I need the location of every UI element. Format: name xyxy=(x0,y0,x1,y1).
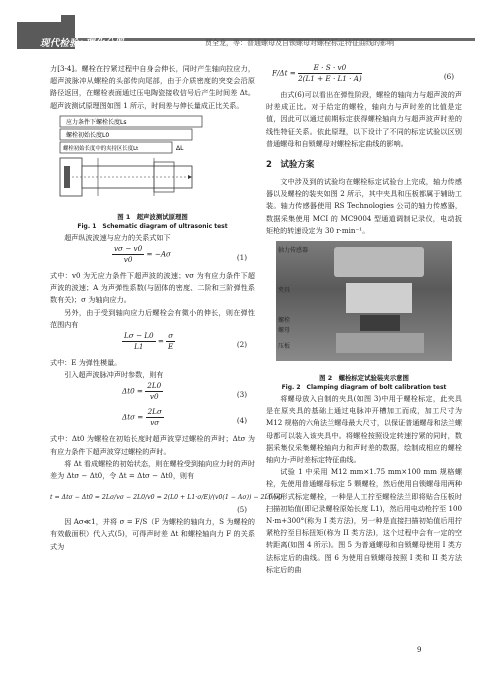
label-bolt: 螺栓 xyxy=(278,317,291,325)
paragraph: 式中：E 为弹性模量。 xyxy=(50,358,122,368)
ultrasonic-diagram xyxy=(58,114,248,210)
paragraph: 引入超声波脉冲声时参数，则有 xyxy=(64,370,164,380)
right-column xyxy=(266,63,462,576)
equation-4: Δtσ = $\frac{2L\sigma}{v\sigma}$ (4) xyxy=(122,407,247,428)
equation-6: F/Δt = $\frac{E \cdot S \cdot v0}{2(L1 + E \cdot L1 \cdot A)}$ (6) xyxy=(272,63,454,83)
label-force-sensor: 轴力传感器 xyxy=(278,247,309,255)
figure-2-caption-en: Fig. 2 Clamping diagram of bolt calibration test xyxy=(281,384,447,392)
stressed-length-label: 应力条件下螺栓长度Ls xyxy=(66,118,127,126)
paragraph: 将螺母放入自制的夹具(如图 3)中用于螺栓标定，此夹具是在原夹具的基础上通过电脉冲开槽加工而成，加工尺寸为 M12 规格的六角法兰螺母最大尺寸，以保证普通螺母和法兰螺母都可以装入该夹具中。将螺栓按照设定转速拧紧的同时，数据采集仪采集螺栓轴向力和声时差的数据，绘制成相应的螺栓轴向力-声时差标定特征曲线。 xyxy=(266,394,462,465)
figure-1 xyxy=(50,112,255,212)
paragraph: 式中：Δt0 为螺栓在初始长度时超声波穿过螺栓的声时；Δtσ 为有应力条件下超声波穿过螺栓的声时。 xyxy=(50,434,255,456)
paragraph: 超声纵波波速与应力的关系式如下 xyxy=(64,232,171,242)
label-pressure-plate: 压板 xyxy=(278,343,291,351)
label-fixture: 夹具 xyxy=(278,287,291,295)
equation-5: t = Δtσ − Δt0 = 2Lσ/vσ − 2L0/v0 = 2(L0 + L1·σ/E)/(v0(1 − Aσ)) − 2L0/v0 (5) xyxy=(50,494,283,515)
delta-l-label: ΔL xyxy=(176,144,184,152)
left-column xyxy=(50,63,283,553)
paragraph: 另外，由于受到轴向应力后螺栓会有微小的伸长，则在弹性范围内有 xyxy=(50,307,255,329)
figure-2-caption: 图 2 螺栓标定试验装夹示意图 xyxy=(319,374,409,383)
paragraph: 将 Δt 看成螺栓的初始状态，则在螺栓受到轴向应力时的声时差为 Δtσ − Δt0，令 Δt = Δtσ − Δt0，则有 xyxy=(50,458,255,481)
initial-length-label: 螺栓初始长度L0 xyxy=(66,131,110,139)
running-title: 贾全龙，等：普通螺母及自锁螺母对螺栓标定特征曲线的影响 xyxy=(205,39,394,47)
equation-3: Δt0 = $\frac{2L0}{v0}$ (3) xyxy=(122,381,247,402)
clamp-length-label: 螺栓初始长度中的夹持区长度Lt xyxy=(63,145,139,152)
page-header xyxy=(0,0,480,58)
label-nut: 螺母 xyxy=(278,327,291,335)
page-number: 9 xyxy=(417,646,422,654)
clamping-photo xyxy=(276,241,452,361)
paragraph: 文中涉及到的试验均在螺栓标定试验台上完成，轴力传感器以及螺栓的装夹如图 2 所示，其中夹具和压板都属于辅助工装。轴力传感器使用 RS Technologies 公司的轴力传感器，数据采集使用 MCI 的 MC9004 型通道调制记录仪，电动扳矩枪的转速设定为 30 r·min⁻¹。 xyxy=(266,177,462,235)
figure-1-caption-en: Fig. 1 Schematic diagram of ultrasonic test xyxy=(77,222,228,230)
paragraph: 试验 1 中采用 M12 mm×1.75 mm×100 mm 规格螺栓，先使用普通螺母标定 5 颗螺栓，然后使用自锁螺母用两种不同形式标定螺栓，一种是人工拧至螺栓法兰即将贴合压板时扫描初始值(即记录螺栓原始长度 L1)，然后用电动枪拧至 100 N·m+300°(称为 I 类方法)，另一种是直接扫描初始值后用拧紧枪拧至目标扭矩(称为 II 类方法)，这个过程中会有一定的空转距离(如图 4 所示)。图 5 为普通螺母和自锁螺母使用 I 类方法标定后的曲线。图 6 为使用自锁螺母按照 I 类和 II 类方法标定后的曲 xyxy=(266,467,462,574)
paragraph: 式中：v0 为无应力条件下超声波的波速；vσ 为有应力条件下超声波的波速；A 为声弹性系数(与固体的密度、二阶和三阶弹性系数有关)；σ 为轴向应力。 xyxy=(50,271,255,305)
section-heading: 2 试验方案 xyxy=(266,160,315,171)
journal-name: 现代检验•理化分册 xyxy=(40,38,124,49)
figure-1-caption: 图 1 超声波测试原理图 xyxy=(117,212,188,221)
equation-2: $\frac{L\sigma - L0}{L1}$ = $\frac{\sigma}{E}$ (2) xyxy=(124,331,247,352)
paragraph: 由式(6)可以看出在弹性阶段，螺栓的轴向力与超声波的声时差成正比。对于给定的螺栓，轴向力与声时差的比值是定值，因此可以通过前期标定获得螺栓轴向力与超声波声时差的线性特征关系。依此原理，以下设计了不同的标定试验以区别普通螺母和自锁螺母对螺栓标定曲线的影响。 xyxy=(266,90,462,148)
equation-1: $\frac{v\sigma - v0}{v0}$ = −Aσ (1) xyxy=(114,244,247,265)
figure-2-photo xyxy=(266,241,462,373)
paragraph: 因 Aσ≪1，并将 σ = F/S（F 为螺栓的轴向力，S 为螺栓的有效截面积）代入式(5)，可得声时差 Δt 和螺栓轴向力 F 的关系式为 xyxy=(50,517,255,551)
paragraph: 力[3-4]。螺栓在拧紧过程中自身会伸长，同时产生轴向拉应力，超声波脉冲从螺栓的头部传向尾部，由于介质密度的突变会沿原路径返回，在螺栓表面通过压电陶瓷接收信号后产生时间差 Δt。超声波测试原理图如图 1 所示，时间差与伸长量成正比关系。 xyxy=(50,64,255,110)
